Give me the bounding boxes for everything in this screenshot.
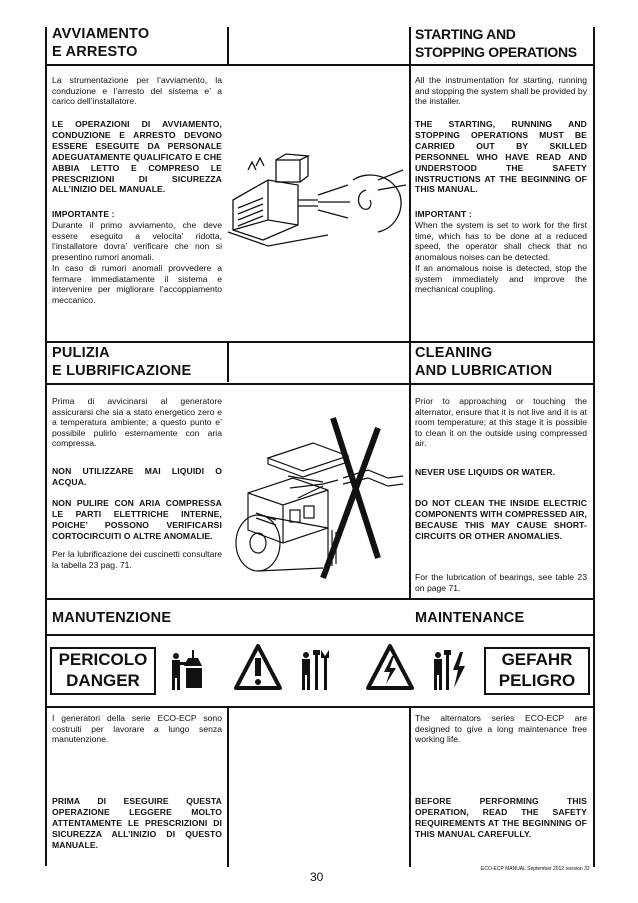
section2-it-warning2: NON PULIRE CON ARIA COMPRESSA LE PARTI ELETTRICHE INTERNE, POICHE’ POSSONO VERIFICARSI CORTOCIRCUITI O ALTRE ANOMALIE.	[52, 498, 222, 541]
section1-en-intro: All the instrumentation for starting, running and stopping the system shall be provided by the installer.	[415, 75, 587, 107]
warning-triangle-icon	[234, 644, 282, 692]
section1-en-important-text2: If an anomalous noise is detected, stop the system immediately and improve the mechanical coupling.	[415, 263, 587, 295]
section1-en-title: STARTING AND STOPPING OPERATIONS	[415, 26, 577, 60]
section3-en-intro: The alternators series ECO-ECP are designed to give a long maintenance free working life.	[415, 713, 587, 745]
left-border-mid	[45, 342, 47, 599]
rule-section1-end	[45, 341, 595, 343]
tools-person-icon	[300, 650, 332, 692]
section3-en-warning: BEFORE PERFORMING THIS OPERATION, READ THE SAFETY REQUIREMENTS AT THE BEGINNING OF THIS MANUAL CAREFULLY.	[415, 796, 587, 839]
rule-top	[45, 64, 595, 66]
left-border-bottom	[45, 599, 47, 866]
rule-section3-icons-end	[45, 706, 595, 708]
section2-en-lube: For the lubrication of bearings, see table 23 on page 71.	[415, 572, 587, 593]
rule-section3-top	[45, 634, 595, 636]
column-divider-right	[409, 27, 411, 599]
right-border	[593, 27, 595, 867]
column-divider-right-3	[409, 707, 411, 867]
column-divider-left-2	[227, 342, 229, 382]
hoist-person-icon	[168, 650, 208, 692]
page-number: 30	[310, 870, 324, 884]
section3-en-title: MAINTENANCE	[415, 610, 525, 626]
left-border-top	[45, 27, 47, 342]
column-divider-left	[227, 27, 229, 65]
noise-check-illustration	[228, 140, 408, 250]
section2-it-warning1: NON UTILIZZARE MAI LIQUIDI O ACQUA.	[52, 466, 222, 487]
section1-en-warning: THE STARTING, RUNNING AND STOPPING OPERATIONS MUST BE CARRIED OUT BY SKILLED PERSONNEL WHO HAVE READ AND UNDERSTOOD THE SAFETY INSTRUCTIONS AT THE BEGINNING OF THIS MANUAL.	[415, 119, 587, 195]
danger-label-right: GEFAHR PELIGRO	[484, 647, 590, 695]
section1-it-important-text2: In caso di rumori anomali provvedere a fermare immediatamente il sistema e intervenire per migliorare l’accoppiamento meccanico.	[52, 263, 222, 305]
section1-en-important-label: IMPORTANT :	[415, 209, 472, 219]
section2-it-lube: Per la lubrificazione dei cuscinetti consultare la tabella 23 pag. 71.	[52, 549, 222, 570]
section2-en-intro: Prior to approaching or touching the alternator, ensure that it is not live and it is at room temperature; at this stage it is possible to clean it on the outside using compressed air.	[415, 396, 587, 449]
column-divider-left-3	[227, 707, 229, 867]
section2-it-intro: Prima di avvicinarsi al generatore assicurarsi che sia a stato energetico zero e a temperatura ambiente; a questo punto e’ possibile pulirlo esternamente con aria compressa.	[52, 396, 222, 449]
no-liquid-cleaning-illustration	[228, 418, 408, 588]
electric-hazard-icon	[366, 644, 414, 692]
rule-section2-top	[45, 383, 595, 385]
section2-en-warning1: NEVER USE LIQUIDS OR WATER.	[415, 467, 556, 477]
section3-it-title: MANUTENZIONE	[52, 610, 172, 626]
section1-it-intro: La strumentazione per l’avviamento, la conduzione e l’arresto del sistema e’ a carico dell’installatore.	[52, 75, 222, 107]
section2-it-title: PULIZIA E LUBRIFICAZIONE	[52, 345, 192, 379]
section2-en-title: CLEANING AND LUBRICATION	[415, 345, 553, 379]
rule-section2-end	[45, 598, 595, 600]
section1-en-important-text: When the system is set to work for the first time, which has to be done at a reduced speed, the operator shall check that no anomalous noises can be detected.	[415, 220, 587, 262]
section1-it-title: AVVIAMENTO E ARRESTO	[52, 26, 150, 60]
electrician-person-icon	[432, 650, 468, 692]
section2-en-warning2: DO NOT CLEAN THE INSIDE ELECTRIC COMPONENTS WITH COMPRESSED AIR, BECAUSE THIS MAY CAUSE SHORT-CIRCUITS OR OTHER ANOMALIES.	[415, 498, 587, 541]
section3-it-intro: I generatori della serie ECO-ECP sono costruiti per lavorare a lungo senza manutenzione.	[52, 713, 222, 745]
manual-reference: ECO-ECP MANUAL September 2012 revision 32	[481, 866, 590, 872]
section3-it-warning: PRIMA DI ESEGUIRE QUESTA OPERAZIONE LEGGERE MOLTO ATTENTAMENTE LE PRESCRIZIONI DI SICUREZZA ALL’INIZIO DI QUESTO MANUALE.	[52, 796, 222, 850]
section1-it-warning: LE OPERAZIONI DI AVVIAMENTO, CONDUZIONE E ARRESTO DEVONO ESSERE ESEGUITE DA PERSONALE ADEGUATAMENTE QUALIFICATO E CHE ABBIA LETTO E COMPRESO LE PRESCRIZIONI DI SICUREZZA ALL’INIZIO DEL MANUALE.	[52, 119, 222, 195]
section1-it-important-label: IMPORTANTE :	[52, 209, 115, 219]
section1-it-important-text: Durante il primo avviamento, che deve essere eseguito a velocita’ ridotta, l’installatore dovra’ verificare che non si presentino rumori anomali.	[52, 220, 222, 262]
danger-label-left: PERICOLO DANGER	[50, 647, 156, 695]
